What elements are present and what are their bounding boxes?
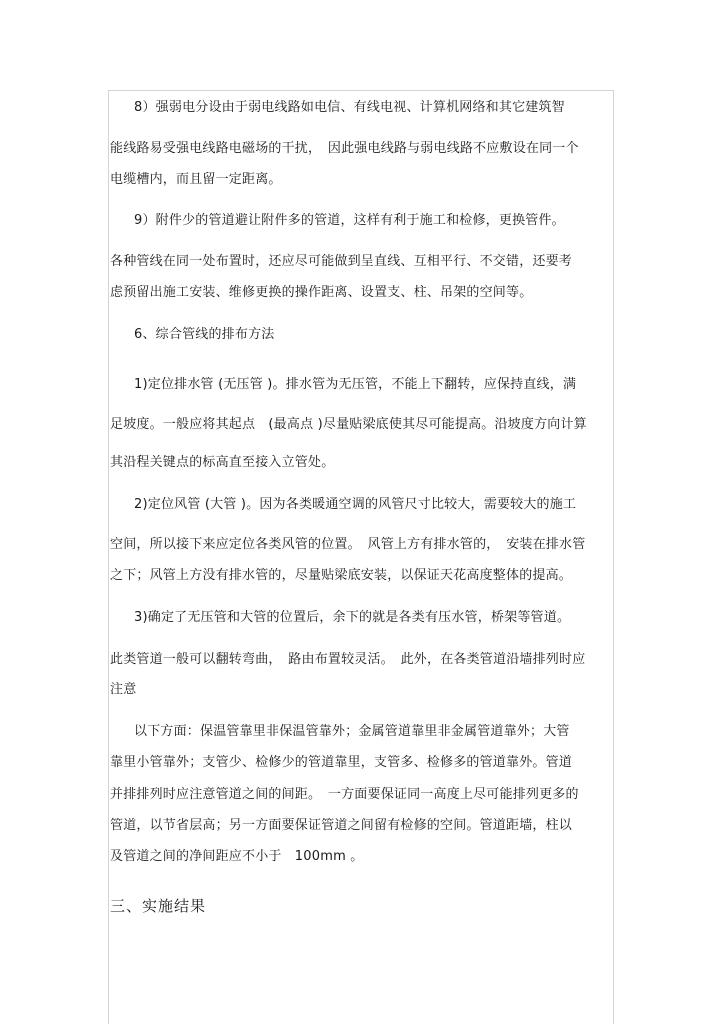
paragraph-line: 空间，所以接下来应定位各类风管的位置。 风管上方有排水管的， 安装在排水管 (110, 537, 586, 552)
paragraph-line: 虑预留出施工安装、维修更换的操作距离、设置支、柱、吊架的空间等。 (110, 285, 533, 300)
paragraph-line: 1)定位排水管 (无压管 )。排水管为无压管，不能上下翻转，应保持直线，满 (134, 377, 577, 392)
paragraph-line: 之下；风管上方没有排水管的，尽量贴梁底安装，以保证天花高度整体的提高。 (110, 568, 573, 583)
paragraph-line: 及管道之间的净间距应不小于 100mm 。 (110, 849, 364, 864)
section-subheading: 6、综合管线的排布方法 (134, 327, 275, 342)
paragraph-line: 此类管道一般可以翻转弯曲， 路由布置较灵活。 此外，在各类管道沿墙排列时应 (110, 652, 586, 667)
paragraph-line: 其沿程关键点的标高直至接入立管处。 (110, 455, 335, 470)
paragraph-line: 9）附件少的管道避让附件多的管道，这样有利于施工和检修，更换管件。 (134, 213, 565, 228)
paragraph-line: 注意 (110, 682, 137, 697)
paragraph-line: 2)定位风管 (大管 )。因为各类暖通空调的风管尺寸比较大，需要较大的施工 (134, 497, 577, 512)
paragraph-line: 以下方面：保温管靠里非保温管靠外；金属管道靠里非金属管道靠外；大管 (134, 724, 570, 739)
paragraph-line: 足坡度。一般应将其起点 (最高点 )尽量贴梁底使其尽可能提高。沿坡度方向计算 (110, 417, 587, 432)
paragraph-line: 并排排列时应注意管道之间的间距。 一方面要保证同一高度上尽可能排列更多的 (110, 787, 579, 802)
paragraph-line: 管道，以节省层高；另一方面要保证管道之间留有检修的空间。管道距墙，柱以 (110, 818, 573, 833)
paragraph-line: 能线路易受强电线路电磁场的干扰， 因此强电线路与弱电线路不应敷设在同一个 (110, 141, 579, 156)
page-border (108, 90, 614, 1024)
section-heading: 三、实施结果 (110, 897, 207, 915)
paragraph-line: 靠里小管靠外；支管少、检修少的管道靠里，支管多、检修多的管道靠外。管道 (110, 755, 573, 770)
paragraph-line: 8）强弱电分设由于弱电线路如电信、有线电视、计算机网络和其它建筑智 (134, 100, 565, 115)
paragraph-line: 3)确定了无压管和大管的位置后，余下的就是各类有压水管，桥架等管道。 (134, 610, 571, 625)
paragraph-line: 电缆槽内，而且留一定距离。 (110, 172, 282, 187)
paragraph-line: 各种管线在同一处布置时，还应尽可能做到呈直线、互相平行、不交错，还要考 (110, 254, 573, 269)
